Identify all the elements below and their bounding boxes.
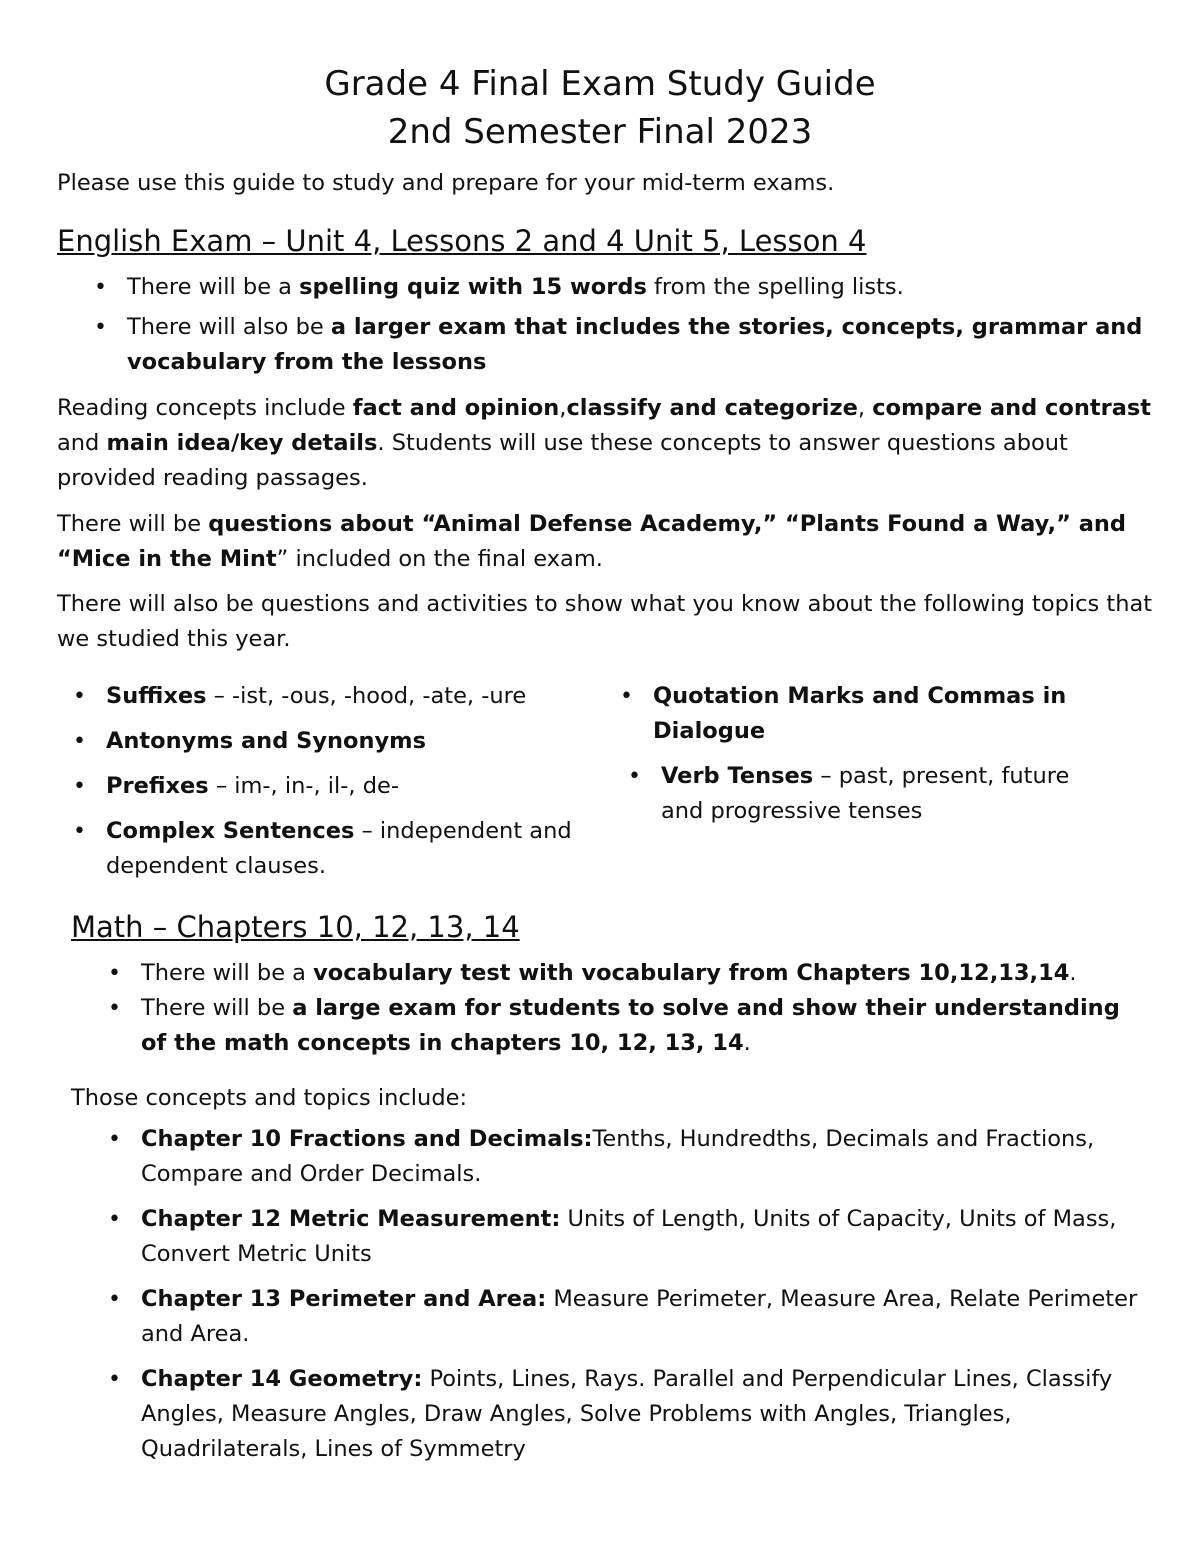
list-item: • Antonyms and Synonyms [106,724,586,759]
list-item: • There will be a vocabulary test with vocabulary from Chapters 10,12,13,14. [141,956,1151,991]
list-item: • Chapter 13 Perimeter and Area: Measure Perimeter, Measure Area, Relate Perimeter and Area. [141,1282,1151,1352]
list-item: • There will also be a larger exam that includes the stories, concepts, grammar and vocabulary from the lessons [127,310,1157,380]
list-item: • Chapter 14 Geometry: Points, Lines, Rays. Parallel and Perpendicular Lines, Classify Angles, Measure Angles, Draw Angles, Solve Problems with Angles, Triangles, Quadrilaterals, Lines of Symmetry [141,1362,1151,1467]
concepts-intro-text: Those concepts and topics include: [71,1085,468,1111]
list-item: • Suffixes – -ist, -ous, -hood, -ate, -ure [106,679,586,714]
list-item: • Prefixes – im-, in-, il-, de- [106,769,586,804]
english-heading: English Exam – Unit 4, Lessons 2 and 4 Unit 5, Lesson 4 [57,224,867,258]
math-heading: Math – Chapters 10, 12, 13, 14 [71,910,520,944]
topics-right-list [653,679,1093,829]
topics-intro-text: There will also be questions and activities to show what you know about the following topics that we studied this year. [57,591,1153,652]
list-item: • Chapter 12 Metric Measurement: Units of Length, Units of Capacity, Units of Mass, Convert Metric Units [141,1202,1151,1272]
stories-text: There will be questions about “Animal Defense Academy,” “Plants Found a Way,” and “Mice in the Mint” included on the final exam. [57,511,1126,572]
intro-text: Please use this guide to study and prepare for your mid-term exams. [57,170,835,196]
list-item: • There will be a spelling quiz with 15 words from the spelling lists. [127,270,1157,305]
topics-left-list [106,679,586,884]
document-subtitle: 2nd Semester Final 2023 [387,112,813,152]
math-chapters-list [141,1122,1151,1467]
list-item: • Chapter 10 Fractions and Decimals:Tenths, Hundredths, Decimals and Fractions, Compare and Order Decimals. [141,1122,1151,1192]
reading-concepts-text: Reading concepts include fact and opinion,classify and categorize, compare and contrast and main idea/key details. Students will use these concepts to answer questions about provided reading passages. [57,395,1152,491]
math-exam-list [141,956,1151,1061]
document-title: Grade 4 Final Exam Study Guide [324,64,876,104]
list-item: • There will be a large exam for students to solve and show their understanding of the math concepts in chapters 10, 12, 13, 14. [141,991,1151,1061]
list-item: • Complex Sentences – independent and dependent clauses. [106,814,586,884]
list-item: • Verb Tenses – past, present, future and progressive tenses [661,759,1093,829]
list-item: • Quotation Marks and Commas in Dialogue [653,679,1093,749]
english-exam-list [127,270,1157,380]
